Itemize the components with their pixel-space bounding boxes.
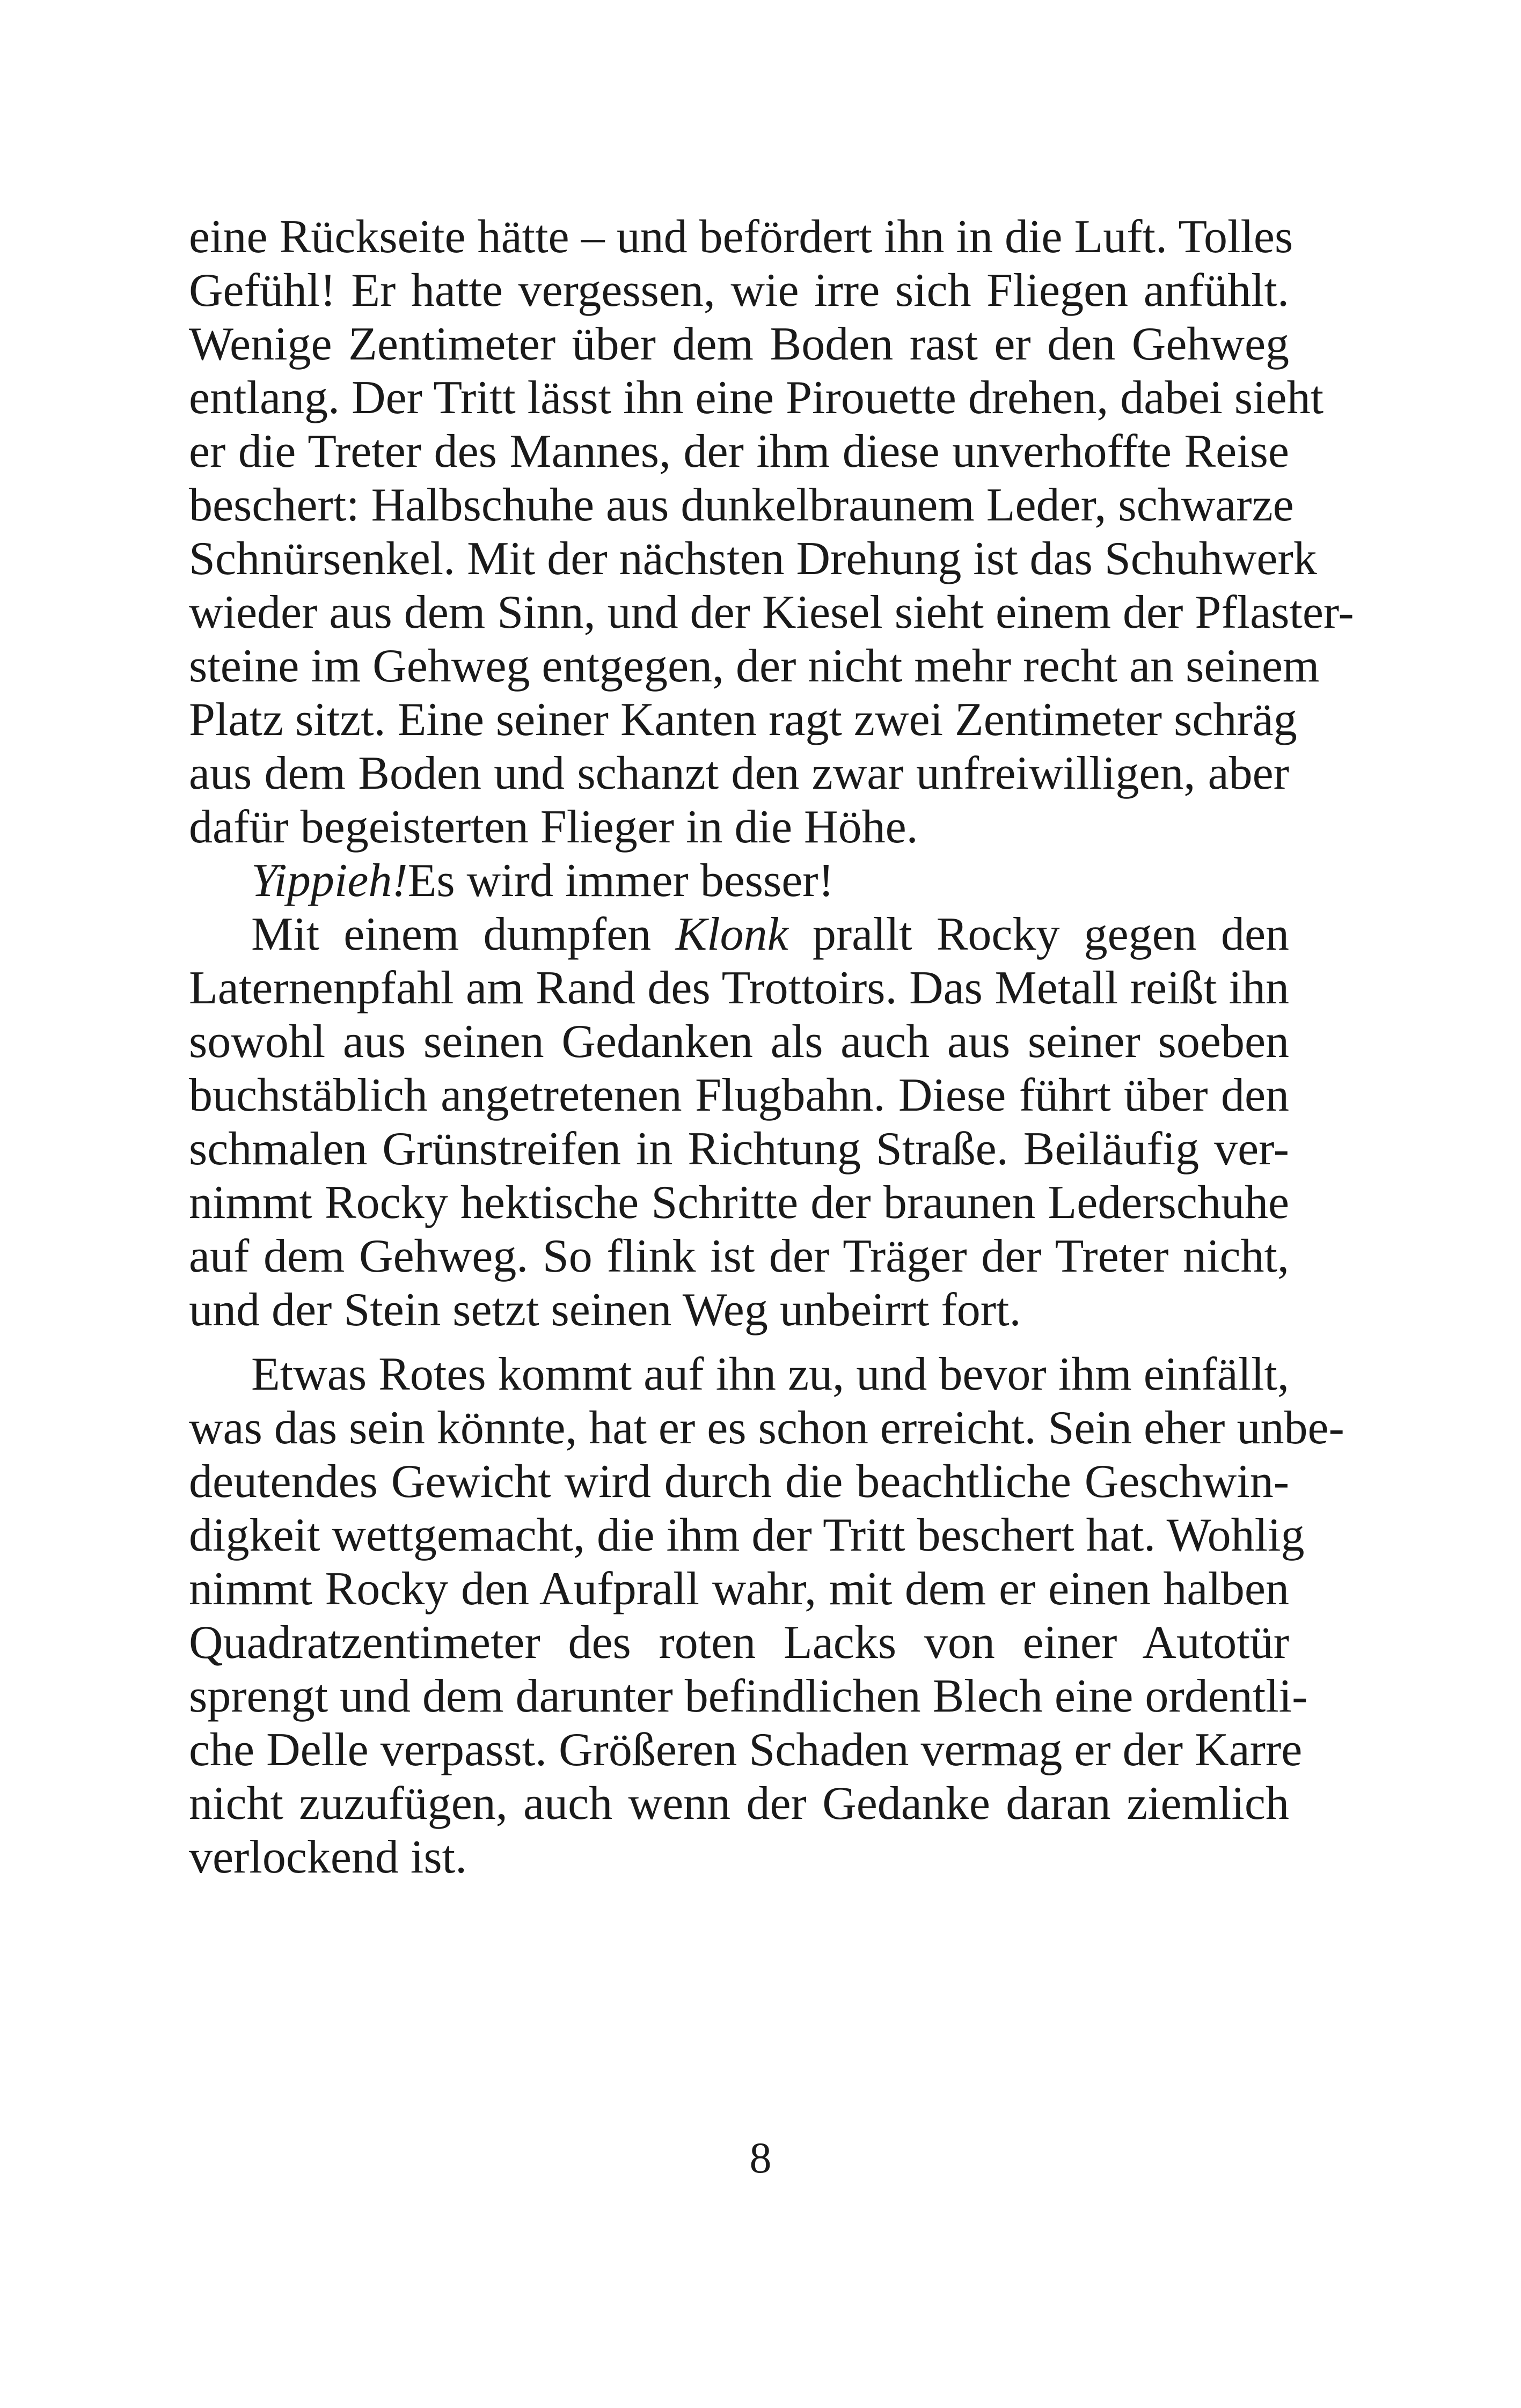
paragraph-2 [189,854,1289,908]
text-line: sowohl aus seinen Gedanken als auch aus seiner soeben [189,1016,1289,1068]
paragraph-4 [189,1348,1344,1884]
text-line: Gefühl! Er hatte vergessen, wie irre sich Fliegen anfühlt. [189,265,1289,317]
text-line: Schnürsenkel. Mit der nächsten Drehung ist das Schuhwerk [189,533,1317,585]
text-line: che Delle verpasst. Größeren Schaden vermag er der Karre [189,1724,1303,1776]
text-line: aus dem Boden und schanzt den zwar unfreiwilligen, aber [189,747,1289,799]
text-line: nicht zuzufügen, auch wenn der Gedanke daran ziemlich [189,1778,1289,1830]
text-line: Laternenpfahl am Rand des Trottoirs. Das Metall reißt ihn [189,962,1289,1014]
text-line: verlockend ist. [189,1831,467,1883]
text-fragment: Es wird immer besser! [407,855,834,907]
text-line [189,908,1289,961]
text-line: deutendes Gewicht wird durch die beachtliche Geschwin- [189,1456,1289,1508]
text-line: und der Stein setzt seinen Weg unbeirrt fort. [189,1284,1021,1336]
body-text [189,210,1354,1884]
italic-sound-word: Klonk [675,908,788,960]
text-line: beschert: Halbschuhe aus dunkelbraunem Leder, schwarze [189,479,1294,531]
paragraph-1 [189,210,1354,854]
italic-exclamation: Yippieh! [251,855,408,907]
text-fragment: Mit einem dumpfen [251,908,676,960]
text-line: buchstäblich angetretenen Flugbahn. Diese führt über den [189,1069,1289,1121]
text-line [189,854,1289,908]
text-line: entlang. Der Tritt lässt ihn eine Pirouette drehen, dabei sieht [189,372,1324,424]
page-number: 8 [749,2133,772,2182]
text-line: schmalen Grünstreifen in Richtung Straße. Beiläufig ver- [189,1123,1289,1175]
text-line: steine im Gehweg entgegen, der nicht mehr recht an seinem [189,640,1320,692]
text-line: nimmt Rocky hektische Schritte der braunen Lederschuhe [189,1177,1289,1229]
text-fragment: prallt Rocky gegen den [788,908,1289,960]
paragraph-3 [189,908,1289,1337]
text-line: was das sein könnte, hat er es schon erreicht. Sein eher unbe- [189,1402,1344,1454]
text-line: Platz sitzt. Eine seiner Kanten ragt zwei Zentimeter schräg [189,694,1297,746]
text-line: er die Treter des Mannes, der ihm diese unverhoffte Reise [189,425,1289,478]
text-line: nimmt Rocky den Aufprall wahr, mit dem er einen halben [189,1563,1289,1615]
text-line: sprengt und dem darunter befindlichen Blech eine ordentli- [189,1670,1308,1722]
text-line: eine Rückseite hätte – und befördert ihn in die Luft. Tolles [189,211,1293,263]
text-line: Quadratzentimeter des roten Lacks von einer Autotür [189,1617,1289,1669]
text-line: wieder aus dem Sinn, und der Kiesel sieht einem der Pflaster- [189,586,1354,638]
text-line: dafür begeisterten Flieger in die Höhe. [189,801,918,853]
text-line: auf dem Gehweg. So flink ist der Träger der Treter nicht, [189,1230,1289,1282]
text-line: Etwas Rotes kommt auf ihn zu, und bevor ihm einfällt, [251,1348,1289,1400]
text-line: digkeit wettgemacht, die ihm der Tritt beschert hat. Wohlig [189,1509,1305,1561]
text-line: Wenige Zentimeter über dem Boden rast er den Gehweg [189,318,1289,370]
